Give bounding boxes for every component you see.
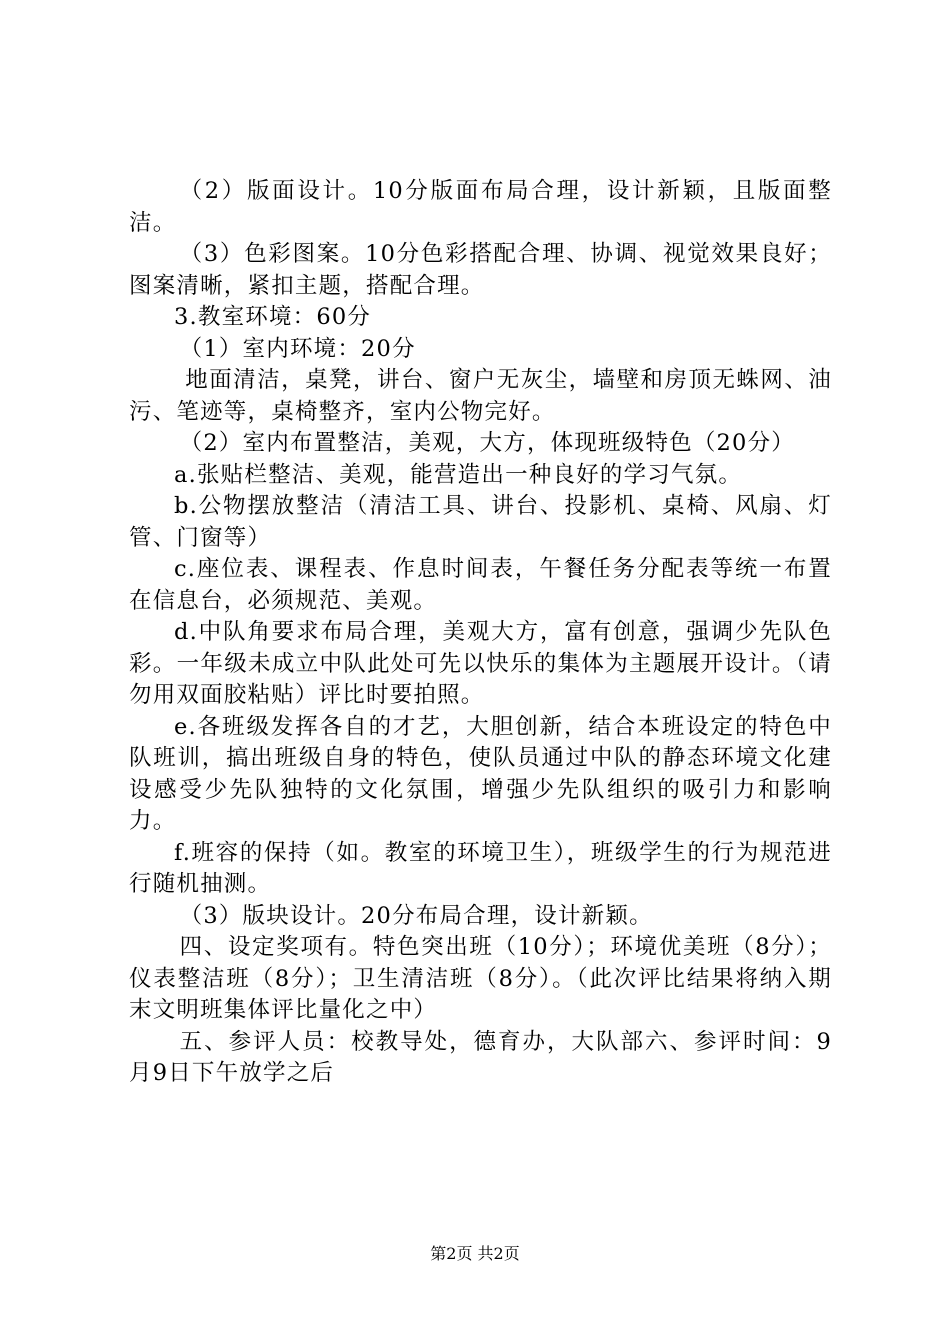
paragraph-indoor-layout: （2）室内布置整洁，美观，大方，体现班级特色（20分） — [179, 430, 795, 456]
paragraph-item-a: a.张贴栏整洁、美观，能营造出一种良好的学习气氛。 — [174, 461, 743, 488]
paragraph-block-design: （3）版块设计。20分布局合理，设计新颖。 — [179, 902, 653, 929]
paragraph-item-e: e.各班级发挥各自的才艺，大胆创新，结合本班设定的特色中队班训，搞出班级自身的特色，使队员通过中队的静态环境文化建设感受少先队独特的文化氛围，增强少先队组织的吸引力和影响力。 — [129, 713, 832, 834]
page-footer — [0, 1244, 950, 1264]
paragraph-item-f: f.班容的保持（如。教室的环境卫生），班级学生的行为规范进行随机抽测。 — [129, 839, 832, 897]
paragraph-item-c: c.座位表、课程表、作息时间表，午餐任务分配表等统一布置在信息台，必须规范、美观。 — [129, 556, 832, 614]
paragraph-item-b: b.公物摆放整洁（清洁工具、讲台、投影机、桌椅、风扇、灯管、门窗等） — [129, 493, 832, 551]
paragraph-color-pattern: （3）色彩图案。10分色彩搭配合理、协调、视觉效果良好；图案清晰，紧扣主题，搭配合理。 — [129, 241, 832, 299]
paragraph-judges-time: 五、参评人员：校教导处，德育办，大队部六、参评时间：9月9日下午放学之后 — [129, 1028, 832, 1086]
paragraph-awards: 四、设定奖项有。特色突出班（10分）；环境优美班（8分）；仪表整洁班（8分）；卫生清洁班（8分）。（此次评比结果将纳入期末文明班集体评比量化之中） — [129, 934, 832, 1023]
paragraph-cleanliness: 地面清洁，桌凳，讲台、窗户无灰尘，墙壁和房顶无蛛网、油污、笔迹等，桌椅整齐，室内公物完好。 — [129, 367, 832, 425]
page-number-label: 第2页 共2页 — [430, 1244, 520, 1263]
document-body — [129, 176, 832, 1090]
paragraph-layout-design: （2）版面设计。10分版面布局合理，设计新颖，且版面整洁。 — [129, 178, 832, 236]
paragraph-classroom-environment: 3.教室环境：60分 — [174, 304, 372, 330]
paragraph-item-d: d.中队角要求布局合理，美观大方，富有创意，强调少先队色彩。一年级未成立中队此处可先以快乐的集体为主题展开设计。（请勿用双面胶粘贴）评比时要拍照。 — [129, 619, 832, 708]
paragraph-indoor-environment: （1）室内环境：20分 — [179, 335, 416, 362]
